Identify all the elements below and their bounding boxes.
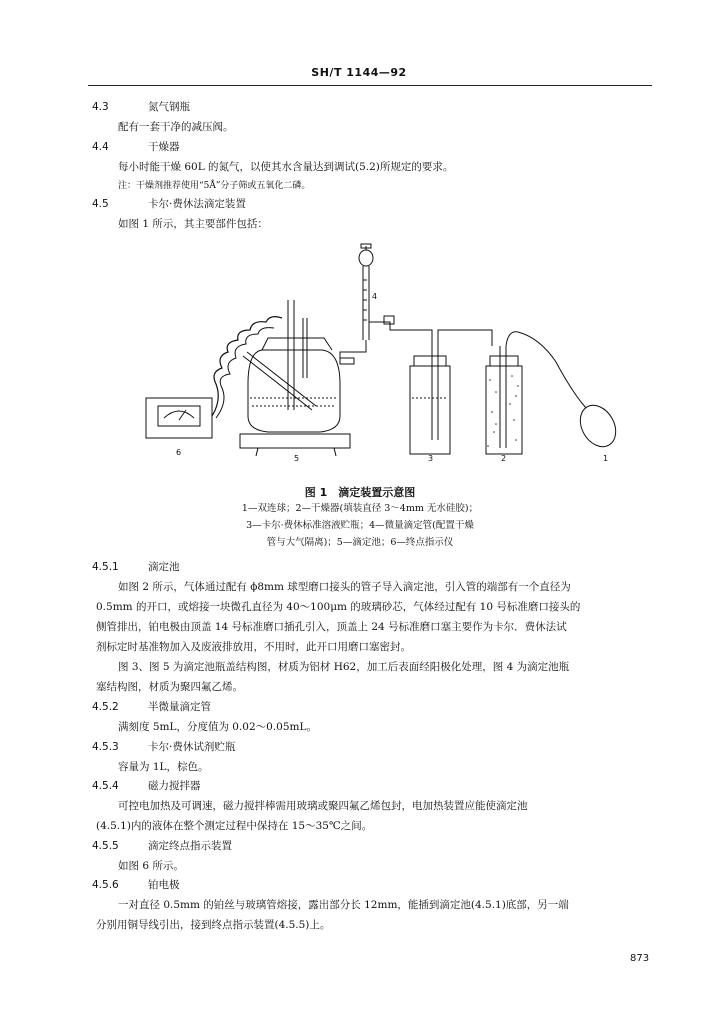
paragraph-line: 0.5mm 的开口，或熔接一块微孔直径为 40～100μm 的玻璃砂芯，气体经过配有 10 号标准磨口接头的 — [96, 601, 581, 613]
figure-label-5: 5 — [294, 454, 300, 463]
figure-caption-line: 管与大气隔离)；5—滴定池；6—终点指示仪 — [266, 537, 454, 548]
section-title: 干燥器 — [148, 141, 180, 153]
paragraph-line: (4.5.1)内的液体在整个测定过程中保持在 15～35℃之间。 — [96, 820, 373, 832]
figure-caption-line: 1—双连球；2—干燥器(填装直径 3～4mm 无水硅胶)； — [241, 503, 479, 514]
running-header: SH/T 1144—92 — [311, 66, 407, 79]
paragraph-line: 一对直径 0.5mm 的铂丝与玻璃管熔接，露出部分长 12mm，能插到滴定池(4.5.1)底部，另一端 — [118, 899, 569, 911]
section-number: 4.5.1 — [92, 561, 119, 573]
endpoint-indicator — [146, 398, 212, 438]
section-4-4-note: 注：干燥剂推荐使用“5Å”分子筛或五氧化二磷。 — [118, 181, 311, 191]
drying-tube — [486, 332, 556, 454]
reagent-bottle — [410, 330, 492, 454]
figure-label-4: 4 — [372, 292, 378, 301]
section-title: 卡尔·费休试剂贮瓶 — [148, 741, 236, 753]
page-number: 873 — [630, 953, 650, 964]
figure-label-6: 6 — [176, 448, 182, 457]
paragraph-line: 可控电加热及可调速，磁力搅拌棒需用玻璃或聚四氟乙烯包封，电加热装置应能使滴定池 — [118, 800, 528, 812]
section-title: 半微量滴定管 — [148, 701, 211, 713]
paragraph-line: 如图 2 所示，气体通过配有 ϕ8mm 球型磨口接头的管子导入滴定池，引入管的端部有一个直径为 — [118, 581, 571, 593]
section-title: 磁力搅拌器 — [148, 780, 201, 792]
section-number: 4.4 — [92, 141, 109, 153]
section-4-5-4-heading — [92, 779, 201, 793]
desiccant-fill — [487, 375, 519, 447]
paragraph-line: 侧管排出，铂电极由顶盖 14 号标准磨口插孔引入，顶盖上 24 号标准磨口塞主要作为卡尔．费休法试 — [96, 621, 567, 633]
figure-caption-line: 3—卡尔·费休标准溶液贮瓶；4—微量滴定管(配置干燥 — [246, 520, 474, 531]
section-number: 4.5.5 — [92, 840, 119, 852]
paragraph-line: 塞结构图，材质为聚四氟乙烯。 — [96, 681, 243, 693]
section-4-5-text: 如图 1 所示，其主要部件包括： — [118, 218, 268, 230]
section-number: 4.5.4 — [92, 780, 119, 792]
section-title: 滴定池 — [148, 561, 180, 573]
figure-title: 图 1 滴定装置示意图 — [304, 486, 416, 499]
paragraph-line: 剂标定时基准物加入及废液排放用，不用时，此开口用磨口塞密封。 — [96, 641, 411, 653]
section-4-5-5-heading — [92, 839, 232, 853]
section-number: 4.3 — [92, 101, 109, 113]
connecting-cable — [212, 317, 282, 416]
section-4-5-2-heading — [92, 700, 211, 714]
section-title: 铂电极 — [148, 879, 180, 891]
section-number: 4.5.2 — [92, 701, 119, 713]
paragraph-line: 分别用铜导线引出，接到终点指示装置(4.5.5)上。 — [96, 919, 331, 931]
section-number: 4.5.6 — [92, 879, 119, 891]
paragraph-line: 图 3、图 5 为滴定池瓶盖结构图，材质为铝材 H62，加工后表面经阳极化处理，图 4 为滴定池瓶 — [118, 661, 570, 673]
section-title: 氮气钢瓶 — [148, 101, 190, 113]
section-4-5-5-text: 如图 6 所示。 — [118, 860, 184, 872]
section-4-3-text: 配有一套干净的减压阀。 — [118, 121, 234, 133]
figure-label-2: 2 — [501, 454, 507, 463]
section-4-5-1-heading — [92, 560, 180, 574]
section-4-5-3-heading — [92, 740, 235, 754]
section-4-5-6-heading — [92, 878, 180, 892]
section-4-4-text: 每小时能干燥 60L 的氮气，以使其水含量达到调试(5.2)所规定的要求。 — [118, 161, 454, 173]
section-number: 4.5 — [92, 198, 109, 210]
titration-cell — [240, 300, 354, 456]
section-number: 4.5.3 — [92, 741, 119, 753]
figure-label-1: 1 — [603, 454, 609, 463]
section-4-5-2-text: 满刻度 5mL，分度值为 0.02～0.05mL。 — [118, 721, 317, 733]
micro-burette — [340, 244, 432, 358]
section-title: 滴定终点指示装置 — [148, 840, 232, 852]
figure-label-3: 3 — [428, 454, 434, 463]
double-bulb — [556, 362, 623, 453]
section-4-5-3-text: 容量为 1L，棕色。 — [118, 761, 209, 773]
section-title: 卡尔·费休法滴定装置 — [148, 198, 246, 210]
